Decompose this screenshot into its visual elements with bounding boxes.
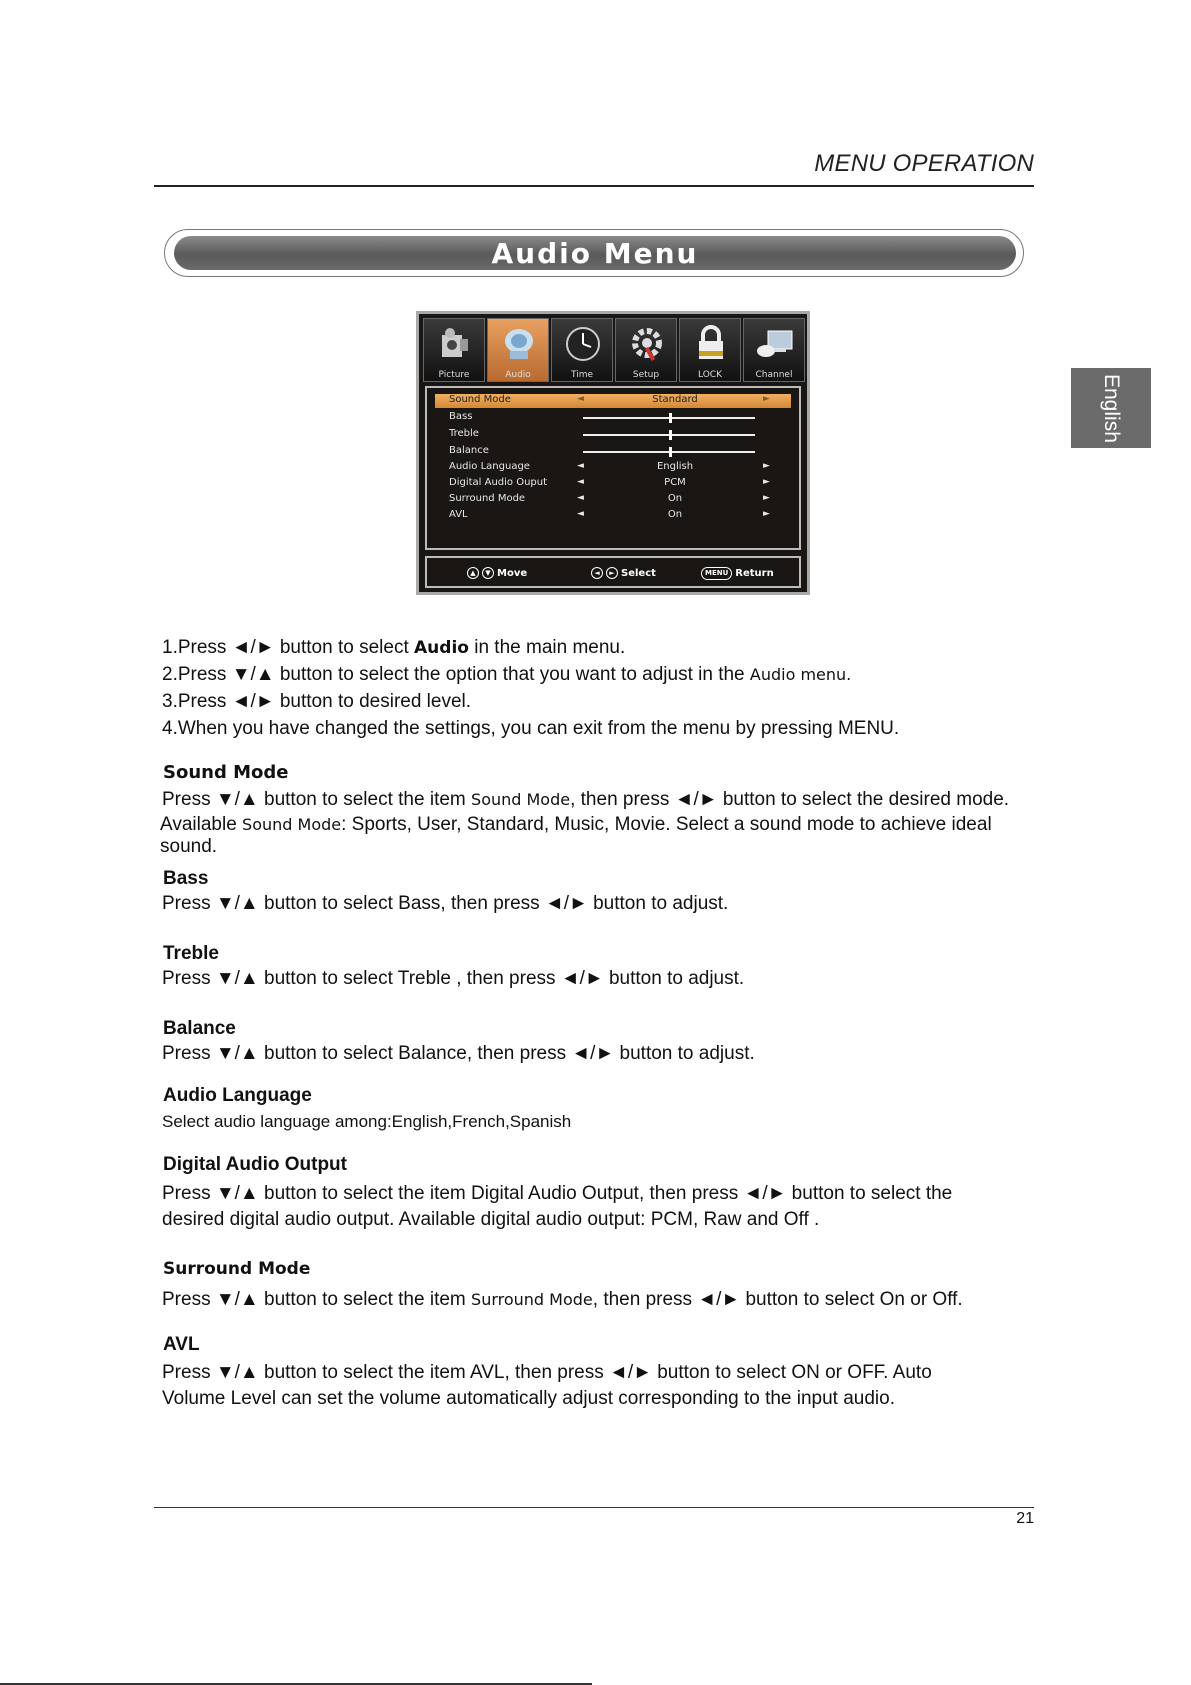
left-circle-icon: ◄ <box>591 567 603 579</box>
digital-audio-output-line-1: Press ▼/▲ button to select the item Digital Audio Output, then press ◄/► button to select the <box>162 1183 953 1204</box>
down-circle-icon: ▼ <box>482 567 494 579</box>
osd-row-avl: AVL ◄ On ► <box>449 509 770 520</box>
satellite-icon <box>756 325 794 363</box>
balance-slider <box>583 451 755 453</box>
section-title-treble: Treble <box>163 943 219 964</box>
osd-row-digital-audio-output: Digital Audio Ouput ◄ PCM ► <box>449 477 770 488</box>
language-side-tab <box>1071 368 1151 448</box>
up-circle-icon: ▲ <box>467 567 479 579</box>
section-title-digital-audio-output: Digital Audio Output <box>163 1154 347 1175</box>
treble-line-1: Press ▼/▲ button to select Treble , then press ◄/► button to adjust. <box>162 968 745 989</box>
left-arrow-icon: ◄ <box>577 493 584 503</box>
section-title-surround-mode: Surround Mode <box>163 1259 311 1279</box>
audio-language-line-1: Select audio language among:English,French,Spanish <box>162 1112 572 1131</box>
bass-line-1: Press ▼/▲ button to select Bass, then press ◄/► button to adjust. <box>162 893 729 914</box>
section-banner <box>174 236 1016 270</box>
osd-tab-picture: Picture <box>423 318 485 382</box>
osd-tab-audio: Audio <box>487 318 549 382</box>
header-rule <box>154 185 1034 187</box>
section-title-sound-mode: Sound Mode <box>163 762 289 783</box>
banner-title: Audio Menu <box>491 236 699 270</box>
osd-row-surround-mode: Surround Mode ◄ On ► <box>449 493 770 504</box>
section-title-avl: AVL <box>163 1334 200 1355</box>
osd-tab-bar <box>423 318 805 382</box>
sound-mode-line-3: sound. <box>160 836 218 857</box>
section-title-balance: Balance <box>163 1018 236 1039</box>
lock-icon <box>692 325 730 363</box>
right-arrow-icon: ► <box>763 477 770 487</box>
avl-line-2: Volume Level can set the volume automatically adjust corresponding to the input audio. <box>162 1388 896 1409</box>
osd-tab-setup: Setup <box>615 318 677 382</box>
avl-line-1: Press ▼/▲ button to select the item AVL, then press ◄/► button to select ON or OFF. Auto <box>162 1362 932 1383</box>
section-title-audio-language: Audio Language <box>163 1085 312 1106</box>
osd-tab-lock: LOCK <box>679 318 741 382</box>
osd-row-balance: Balance <box>435 445 791 459</box>
osd-row-treble: Treble <box>435 428 791 442</box>
speaker-icon <box>500 325 538 363</box>
slider-knob <box>669 413 672 423</box>
camera-icon <box>436 325 474 363</box>
right-arrow-icon: ► <box>763 509 770 519</box>
digital-audio-output-line-2: desired digital audio output. Available digital audio output: PCM, Raw and Off . <box>162 1209 820 1230</box>
osd-row-audio-language: Audio Language ◄ English ► <box>449 461 770 472</box>
menu-key-icon: MENU <box>701 567 732 580</box>
osd-tab-time: Time <box>551 318 613 382</box>
step-4: 4.When you have changed the settings, you can exit from the menu by pressing MENU. <box>162 718 900 739</box>
tv-audio-menu-screenshot <box>416 311 810 595</box>
right-arrow-icon: ► <box>763 493 770 503</box>
surround-mode-line-1: Press ▼/▲ button to select the item Surround Mode, then press ◄/► button to select On or Off. <box>162 1289 963 1310</box>
osd-row-sound-mode: Sound Mode ◄ Standard ► <box>435 394 791 408</box>
left-arrow-icon: ◄ <box>577 461 584 471</box>
left-arrow-icon: ◄ <box>577 509 584 519</box>
page-number: 21 <box>1016 1510 1034 1527</box>
slider-knob <box>669 430 672 440</box>
header-title: MENU OPERATION <box>814 150 1034 177</box>
osd-tab-channel: Channel <box>743 318 805 382</box>
treble-slider <box>583 434 755 436</box>
side-tab-label: English <box>1100 373 1123 443</box>
osd-row-bass: Bass <box>435 411 791 425</box>
step-1: 1.Press ◄/► button to select Audio in the main menu. <box>162 637 626 658</box>
footer-rule <box>154 1507 1034 1508</box>
slider-knob <box>669 447 672 457</box>
return-hint: MENU Return <box>701 567 774 580</box>
step-3: 3.Press ◄/► button to desired level. <box>162 691 472 712</box>
gear-icon <box>628 325 666 363</box>
move-hint: ▲ ▼ Move <box>467 567 527 579</box>
bass-slider <box>583 417 755 419</box>
osd-settings-panel <box>425 386 801 550</box>
sound-mode-line-2: Available Sound Mode: Sports, User, Standard, Music, Movie. Select a sound mode to achieve ideal <box>160 814 992 835</box>
right-circle-icon: ► <box>606 567 618 579</box>
step-2: 2.Press ▼/▲ button to select the option that you want to adjust in the Audio menu. <box>162 664 852 685</box>
osd-footer-hints <box>425 556 801 588</box>
clock-icon <box>564 325 602 363</box>
section-title-bass: Bass <box>163 868 209 889</box>
select-hint: ◄ ► Select <box>591 567 656 579</box>
sound-mode-line-1: Press ▼/▲ button to select the item Sound Mode, then press ◄/► button to select the desired mode. <box>162 789 1010 810</box>
right-arrow-icon: ► <box>763 461 770 471</box>
left-arrow-icon: ◄ <box>577 394 584 404</box>
left-arrow-icon: ◄ <box>577 477 584 487</box>
right-arrow-icon: ► <box>763 394 770 404</box>
balance-line-1: Press ▼/▲ button to select Balance, then press ◄/► button to adjust. <box>162 1043 755 1064</box>
